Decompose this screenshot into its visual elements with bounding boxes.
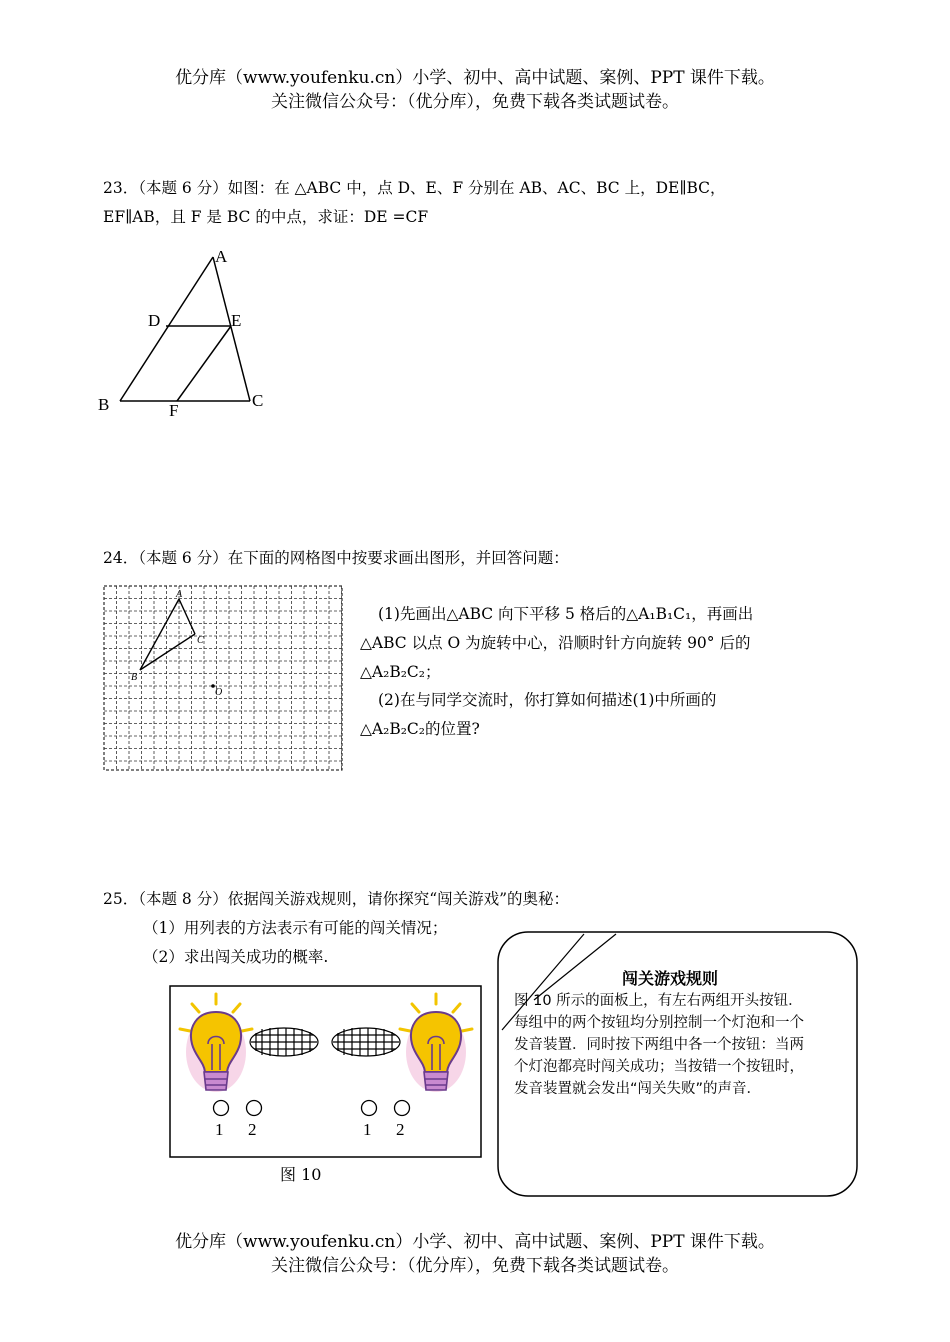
q23-triangle-figure [90,240,290,430]
q23-line-1: 23．（本题 6 分）如图：在 △ABC 中，点 D、E、F 分别在 AB、AC、BC 上，DE∥BC， [103,179,726,197]
grid-label-b: B [131,672,138,683]
figure-10-caption: 图 10 [280,1165,322,1184]
q23-line-2: EF∥AB，且 F 是 BC 的中点，求证：DE =CF [103,208,429,226]
figure-10-panel [168,984,484,1160]
grid-segment-ab [140,599,179,670]
label-a: A [215,247,228,266]
q25-item-1: （1）用列表的方法表示有可能的闯关情况； [143,919,448,937]
q24-part1-line1: (1)先画出△ABC 向下平移 5 格后的△A₁B₁C₁，再画出 [378,605,754,623]
q25-title: 25．（本题 8 分）依据闯关游戏规则，请你探究“闯关游戏”的奥秘： [103,890,570,908]
rules-line-5: 发音装置就会发出“闯关失败”的声音． [514,1081,762,1097]
label-f: F [169,401,179,420]
q24-part1-line3: △A₂B₂C₂； [360,663,441,681]
button-label-right-2: 2 [396,1120,405,1139]
q24-grid-figure [102,584,346,774]
rules-title: 闯关游戏规则 [622,969,719,988]
grid-label-a: A [176,589,183,600]
q24-title: 24．（本题 6 分）在下面的网格图中按要求画出图形，并回答问题： [103,549,569,567]
button-label-left-2: 2 [248,1120,257,1139]
button-right-1 [362,1101,377,1116]
q25-item-2: （2）求出闯关成功的概率. [143,948,329,966]
button-label-right-1: 1 [363,1120,372,1139]
grid-segment-ac [179,599,195,634]
segment-ef [177,326,231,401]
footer-line-1: 优分库（www.youfenku.cn）小学、初中、高中试题、案例、PPT 课件下载。 [175,1232,775,1252]
q24-part1-line2: △ABC 以点 O 为旋转中心，沿顺时针方向旋转 90° 后的 [360,634,751,652]
rules-line-4: 个灯泡都亮时闯关成功；当按错一个按钮时， [514,1059,804,1075]
grid-label-c: C [197,635,204,646]
grid-segment-bc [140,634,195,670]
q24-part2-line1: (2)在与同学交流时，你打算如何描述(1)中所画的 [378,691,717,709]
button-right-2 [395,1101,410,1116]
button-label-left-1: 1 [215,1120,224,1139]
label-d: D [148,311,161,330]
label-e: E [231,311,242,330]
q24-part2-line2: △A₂B₂C₂的位置? [360,720,480,738]
rules-line-2: 每组中的两个按钮均分别控制一个灯泡和一个 [514,1015,804,1031]
button-left-1 [214,1101,229,1116]
rules-line-3: 发音装置．同时按下两组中各一个按钮：当两 [514,1037,804,1053]
rules-line-1: 图 10 所示的面板上，有左右两组开头按钮． [514,993,803,1009]
header-line-2: 关注微信公众号：（优分库），免费下载各类试题试卷。 [271,92,679,112]
label-b: B [98,395,110,414]
segment-ab [120,257,213,401]
grid-label-o: O [215,687,223,698]
header-line-1: 优分库（www.youfenku.cn）小学、初中、高中试题、案例、PPT 课件下载。 [175,68,775,88]
button-left-2 [247,1101,262,1116]
footer-line-2: 关注微信公众号：（优分库），免费下载各类试题试卷。 [271,1256,679,1276]
label-c: C [252,391,264,410]
